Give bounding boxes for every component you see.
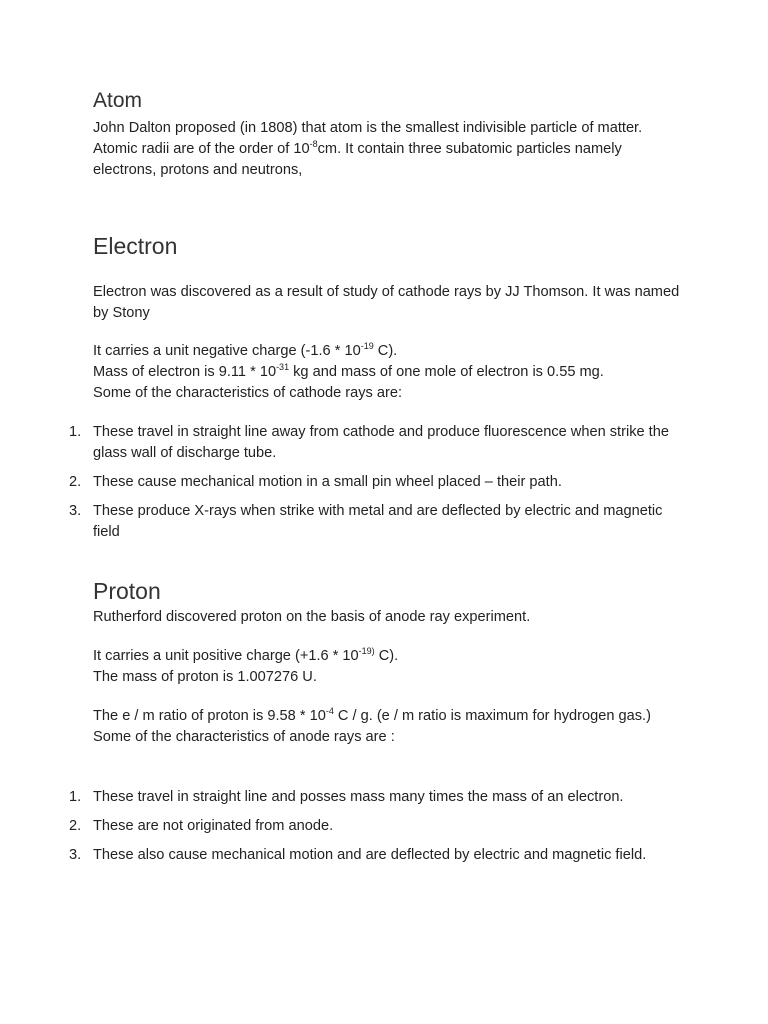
electron-charge-a: It carries a unit negative charge (-1.6 * 10 — [93, 343, 361, 359]
anode-ray-list — [0, 787, 680, 874]
list-item — [0, 472, 680, 493]
list-number: 3. — [69, 503, 82, 519]
proton-charge-a: It carries a unit positive charge (+1.6 * 10 — [93, 648, 359, 664]
proton-em-a: The e / m ratio of proton is 9.58 * 10 — [93, 708, 326, 724]
electron-intro: Electron was discovered as a result of study of cathode rays by JJ Thomson. It was named by Stony — [93, 284, 680, 321]
list-item — [0, 422, 680, 464]
proton-characteristics-intro: Some of the characteristics of anode rays are : — [93, 729, 395, 745]
heading-proton: Proton — [93, 578, 161, 604]
proton-em-b: C / g. (e / m ratio is maximum for hydrogen gas.) — [333, 708, 651, 724]
proton-em-exponent: -4 — [325, 706, 334, 716]
proton-intro: Rutherford discovered proton on the basis of anode ray experiment. — [93, 609, 531, 625]
electron-properties — [93, 341, 683, 404]
list-text: These produce X-rays when strike with metal and are deflected by electric and magnetic field — [93, 503, 663, 540]
list-text: These travel in straight line and posses mass many times the mass of an electron. — [93, 789, 624, 805]
list-number: 2. — [69, 474, 82, 490]
atom-text-b: cm. It contain three subatomic particles namely electrons, protons and neutrons, — [93, 141, 622, 178]
cathode-ray-list — [0, 422, 680, 551]
proton-charge-exponent: -19) — [358, 646, 375, 656]
list-number: 1. — [69, 424, 82, 440]
proton-charge-b: C). — [374, 648, 399, 664]
heading-atom: Atom — [93, 89, 143, 112]
list-number: 1. — [69, 789, 82, 805]
proton-em-ratio — [93, 706, 683, 748]
atom-text-a: John Dalton proposed (in 1808) that atom is the smallest indivisible particle of matter. Atomic radii are of the order of 10 — [93, 120, 643, 157]
electron-characteristics-intro: Some of the characteristics of cathode rays are: — [93, 385, 403, 401]
electron-mass-exponent: -31 — [276, 362, 290, 372]
list-number: 2. — [69, 818, 82, 834]
list-item — [0, 787, 680, 808]
electron-mass-a: Mass of electron is 9.11 * 10 — [93, 364, 277, 380]
list-number: 3. — [69, 847, 82, 863]
list-text: These cause mechanical motion in a small pin wheel placed – their path. — [93, 474, 562, 490]
electron-mass-b: kg and mass of one mole of electron is 0.55 mg. — [289, 364, 604, 380]
heading-electron: Electron — [93, 233, 178, 259]
electron-charge-exponent: -19 — [360, 341, 374, 351]
proton-properties — [93, 646, 683, 688]
list-text: These also cause mechanical motion and are deflected by electric and magnetic field. — [93, 847, 647, 863]
list-item — [0, 845, 680, 866]
atom-exponent: -8 — [309, 139, 318, 149]
atom-paragraph — [93, 118, 683, 181]
proton-mass: The mass of proton is 1.007276 U. — [93, 669, 317, 685]
list-item — [0, 816, 680, 837]
electron-charge-b: C). — [373, 343, 398, 359]
list-item — [0, 501, 680, 543]
list-text: These travel in straight line away from cathode and produce fluorescence when strike the glass wall of discharge tube. — [93, 424, 669, 461]
list-text: These are not originated from anode. — [93, 818, 334, 834]
